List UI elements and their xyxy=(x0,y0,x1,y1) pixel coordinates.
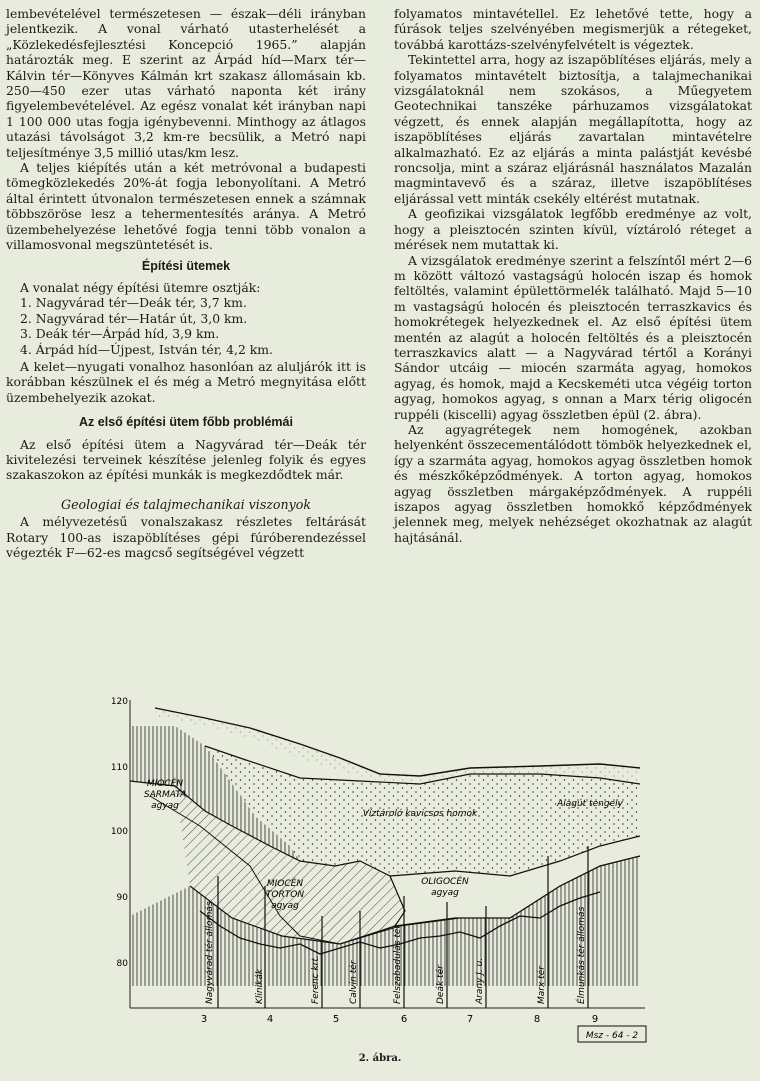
list-item: 3. Deák tér—Árpád híd, 3,9 km. xyxy=(20,326,220,342)
geological-profile-figure xyxy=(0,686,760,1056)
oligocene-label-2: agyag xyxy=(431,888,459,898)
paragraph: A vonalat négy építési ütemre osztják: xyxy=(20,279,261,295)
paragraph: Az agyagrétegek nem homogének, azokban helyenként összecementálódott tömbök helyezkednek el, így a szarmáta agyag, homokos agyag összletben homok és mészkőképződmények. A torton agyag, homokos agyag összletben márgaképződmények. A ruppéli iszapos agyag összletben homokkő képződmények jelennek meg, melyek nehézséget okozhatnak az alagút hajtásánál. xyxy=(394,421,752,545)
torton-label-3: agyag xyxy=(271,901,299,911)
figure-caption: 2. ábra. xyxy=(358,1053,402,1064)
station-label: Ferenc krt. xyxy=(311,955,321,1004)
station-label: Klinikák xyxy=(255,968,265,1004)
sarmata-label-1: MIOCÉN xyxy=(146,779,184,789)
tunnel-axis-label: Alagút tengely xyxy=(557,799,623,809)
x-tick-label: 7 xyxy=(466,1014,474,1025)
paragraph: A kelet—nyugati vonalhoz hasonlóan az aluljárók itt is korábban készülnek el és még a Metró megnyitása előtt üzembehelyezik azokat. xyxy=(6,358,366,405)
sarmata-label-2: SARMATA xyxy=(143,790,187,800)
paragraph: A geofizikai vizsgálatok legfőbb eredménye az volt, hogy a pleisztocén szinten kívül, víztároló réteget a mérések nem mutattak ki. xyxy=(394,206,752,253)
x-tick-label: 9 xyxy=(591,1014,599,1025)
oligocene-label-1: OLIGOCÉN xyxy=(421,877,469,887)
y-tick-label: 90 xyxy=(116,893,128,903)
station-label: Nagyvárad tér állomás xyxy=(205,901,215,1004)
gravel-label: Víztároló kavicsos homok xyxy=(362,809,478,819)
sarmata-label-3: agyag xyxy=(151,801,179,811)
torton-label-2: TORTON xyxy=(265,890,305,900)
x-tick-labels xyxy=(201,1014,598,1025)
paragraph: A vizsgálatok eredménye szerint a felszíntől mért 2—6 m között változó vastagságú holocén iszap és homok feltöltés, valamint épülettörmelék található. Majd 5—10 m vastagságú holocén és pleisztocén terraszkavics és homokrétegek helyezkednek el. Az első építési ütem mentén az alagút a holocén feltöltés és a pleisztocén terraszkavics alatt — a Nagyvárad tértől a Korányi Sándor utcáig — miocén szarmáta agyag, homokos agyag, és homok, majd a Kecskeméti utca végéig torton agyag, homokos agyag, s onnan a Marx térig oligocén ruppéli (kiscelli) agyag összletben épül (2. ábra). xyxy=(394,252,752,422)
paragraph: Az első építési ütem a Nagyvárad tér—Deák tér kivitelezési terveinek készítése jelenleg folyik és egyes szakaszokon az építési munkák is megkezdődtek már. xyxy=(6,436,366,483)
paragraph: Tekintettel arra, hogy az iszapöblítéses eljárás, mely a folyamatos mintavételt biztosítja, a talajmechanikai vizsgálatoknál nem szokásos, a Műegyetem Geotechnikai tanszéke párhuzamos vizsgálatokat végzett, és ennek alapján megállapította, hogy az iszapöblítéses eljárás zavartalan mintavételre alkalmazható. Ez az eljárás a minta palástját kevésbé roncsolja, mint a száraz eljárásnál használatos Mazalán magmintavevő és a száraz, illetve iszapöblítéses eljárással vett minták csekély eltérést mutatnak. xyxy=(394,52,752,206)
list-item: 2. Nagyvárad tér—Határ út, 3,0 km. xyxy=(20,310,248,326)
stages-list xyxy=(6,295,366,357)
station-label: Felszabadulás tér xyxy=(393,924,403,1004)
list-item: 4. Árpád híd—Újpest, István tér, 4,2 km. xyxy=(20,341,273,357)
y-tick-labels xyxy=(111,697,128,969)
x-tick-label: 8 xyxy=(533,1014,541,1025)
torton-label-1: MIOCÉN xyxy=(266,879,304,889)
section-heading: Építési ütemek xyxy=(141,258,231,273)
y-tick-label: 120 xyxy=(110,697,128,707)
subsection-heading: Geologiai és talajmechanikai viszonyok xyxy=(61,496,311,512)
x-tick-label: 4 xyxy=(266,1014,274,1025)
list-item: 1. Nagyvárad tér—Deák tér, 3,7 km. xyxy=(20,295,247,311)
station-label: Deák tér xyxy=(436,965,446,1004)
station-label: Élmunkás tér állomás xyxy=(577,906,587,1004)
x-tick-label: 5 xyxy=(332,1014,340,1025)
y-tick-label: 100 xyxy=(110,827,128,837)
x-tick-label: 6 xyxy=(400,1014,408,1025)
right-column xyxy=(394,6,752,545)
paragraph: A mélyvezetésű vonalszakasz részletes feltárását Rotary 100-as iszapöblítéses gépi fúróberendezéssel végezték F—62-es magcső segítségével végzett xyxy=(6,514,366,560)
station-label: Calvin tér xyxy=(349,960,359,1004)
station-label: Arany J. u. xyxy=(475,957,485,1004)
paragraph: folyamatos mintavétellel. Ez lehetővé tette, hogy a fúrások teljes szelvényében megismerjük a rétegeket, továbbá karottázs-szelvényfelvételt is végeztek. xyxy=(394,6,752,52)
paragraph: A teljes kiépítés után a két metróvonal a budapesti tömegközlekedés 20%-át fogja lebonyolítani. A Metró által érintett útvonalon természetesen ennek a számnak többszöröse lesz a tehermentesítés aránya. A Metró üzembehelyezése lehetővé fogja tenni több vonalon a villamosvonal megszüntetését is. xyxy=(6,160,366,253)
y-tick-label: 80 xyxy=(116,959,128,969)
station-label: Marx tér xyxy=(537,966,547,1004)
left-column xyxy=(6,6,366,560)
paragraph: lembevételével természetesen — észak—déli irányban jelentkezik. A vonal várható utasterhelését a „Közlekedésfejlesztési Koncepció 1965.” alapján határozták meg. E szerint az Árpád híd—Marx tér—Kálvin tér—Könyves Kálmán krt szakasz állomásain kb. 250—450 ezer utas várható naponta két irány figyelembevételével. Az egész vonalat két irányban napi 1 100 000 utas fogja igénybevenni. Minthogy az átlagos utazási távolságot 3,2 km-re becsülik, a Metró napi teljesítménye 3,5 millió utas/km lesz. xyxy=(6,6,366,160)
y-tick-label: 110 xyxy=(110,763,128,773)
x-tick-label: 3 xyxy=(200,1014,208,1025)
section-heading: Az első építési ütem főbb problémái xyxy=(79,415,293,430)
stamp-label: Msz - 64 - 2 xyxy=(585,1031,639,1041)
